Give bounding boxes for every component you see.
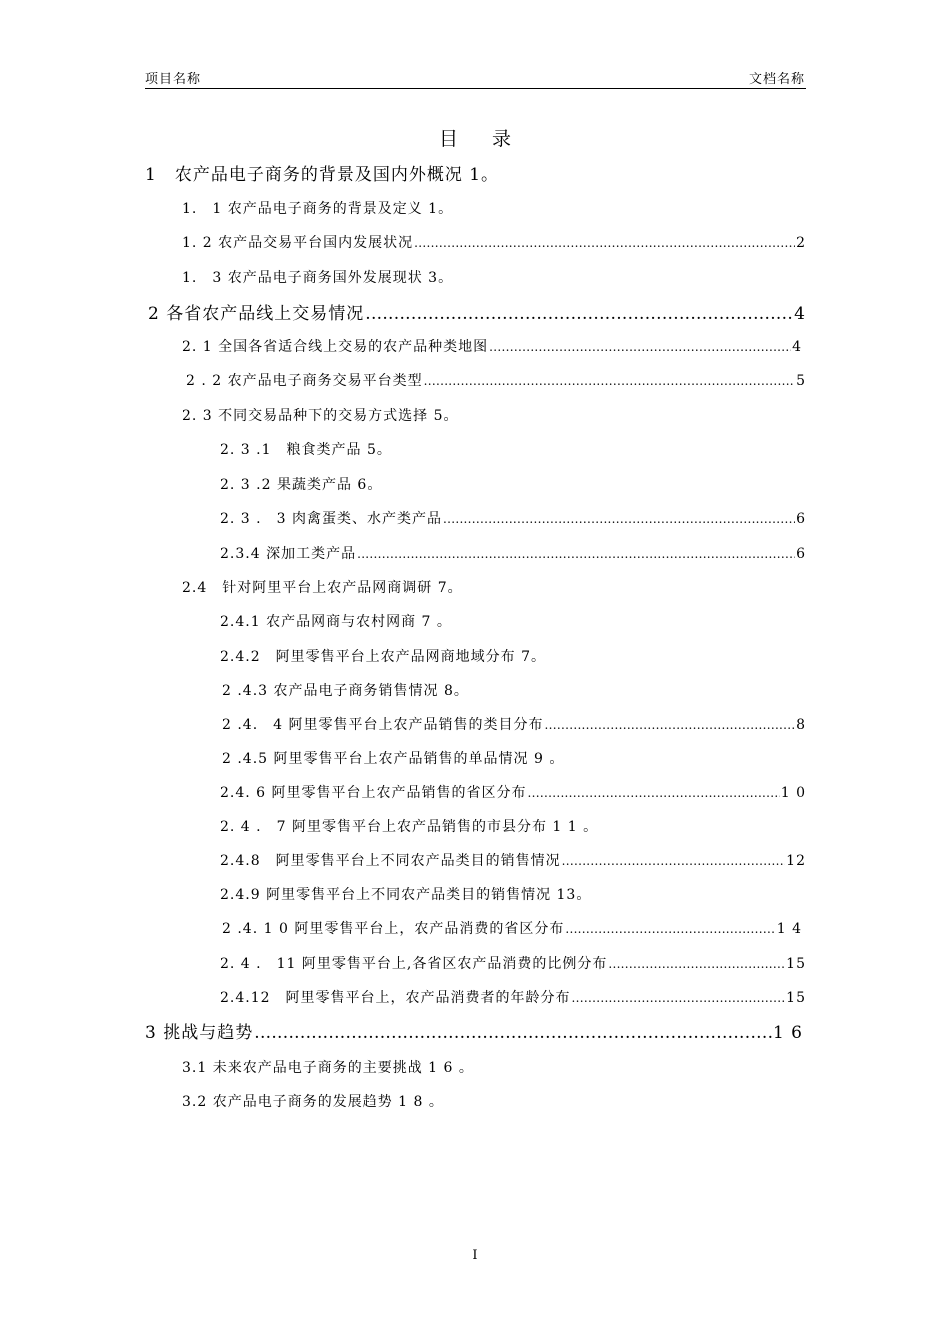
toc-entry[interactable] [182, 336, 802, 356]
toc-entry-label: 2. 3 .2 果蔬类产品 6。 [220, 477, 383, 493]
toc-entry-label: 2. 4 . 11 阿里零售平台上,各省区农产品消费的比例分布 [220, 956, 608, 972]
toc-entry[interactable] [182, 1057, 474, 1077]
toc-leader-dots [572, 990, 786, 1006]
toc-entry-page: 6 [796, 511, 806, 527]
toc-entry-page: 8 [796, 717, 806, 733]
toc-entry-label: 2.4 针对阿里平台上农产品网商调研 7。 [182, 580, 463, 596]
toc-leader-dots [608, 956, 785, 972]
toc-entry-label: 2 .4.5 阿里零售平台上农产品销售的单品情况 9 。 [222, 751, 565, 767]
toc-entry-label: 2 .4.3 农产品电子商务销售情况 8。 [222, 683, 469, 699]
toc-title: 目 录 [438, 128, 526, 150]
toc-entry[interactable] [182, 1091, 444, 1111]
toc-entry[interactable] [220, 474, 382, 494]
toc-entry-label: 2. 4 . 7 阿里零售平台上农产品销售的市县分布 1 1 。 [220, 819, 599, 835]
toc-entry-page: 1 6 [772, 1023, 803, 1043]
toc-entry-page: 4 [792, 339, 802, 355]
toc-entry-label: 2.4. 6 阿里零售平台上农产品销售的省区分布 [220, 785, 527, 801]
toc-leader-dots [424, 373, 795, 389]
toc-leader-dots [489, 339, 791, 355]
toc-entry[interactable] [220, 816, 598, 836]
toc-entry-label: 2.4.12 阿里零售平台上，农产品消费者的年龄分布 [220, 990, 571, 1006]
toc-entry-page: 4 [794, 304, 806, 324]
toc-entry[interactable] [186, 370, 806, 390]
toc-entry-page: 5 [796, 373, 806, 389]
toc-entry-label: 1 农产品电子商务的背景及国内外概况 1。 [145, 165, 500, 185]
toc-entry-page: 1 4 [776, 921, 802, 937]
toc-entry-label: 3.1 未来农产品电子商务的主要挑战 1 6 。 [182, 1060, 474, 1076]
toc-entry-label: 1. 1 农产品电子商务的背景及定义 1。 [182, 201, 454, 217]
toc-entry-label: 2. 1 全国各省适合线上交易的农产品种类地图 [182, 339, 489, 355]
toc-entry[interactable] [222, 918, 802, 938]
toc-entry-label: 2.3.4 深加工类产品 [220, 546, 357, 562]
toc-entry-label: 2.4.2 阿里零售平台上农产品网商地域分布 7。 [220, 649, 546, 665]
toc-entry-page: 12 [786, 853, 806, 869]
toc-entry-label: 1. 2 农产品交易平台国内发展状况 [182, 235, 414, 251]
toc-entry-label: 2 .4. 4 阿里零售平台上农产品销售的类目分布 [222, 717, 544, 733]
toc-entry[interactable] [220, 953, 806, 973]
toc-entry-page: 15 [786, 956, 806, 972]
toc-leader-dots [365, 304, 793, 324]
toc-entry[interactable] [182, 405, 459, 425]
toc-entry-label: 1. 3 农产品电子商务国外发展现状 3。 [182, 270, 454, 286]
toc-leader-dots [357, 546, 795, 562]
toc-entry-page: 6 [796, 546, 806, 562]
toc-leader-dots [565, 921, 775, 937]
header-document-name: 文档名称 [748, 72, 805, 87]
toc-entry-label: 2 .4. 1 0 阿里零售平台上，农产品消费的省区分布 [222, 921, 565, 937]
toc-leader-dots [443, 511, 795, 527]
toc-entry[interactable] [222, 680, 469, 700]
toc-leader-dots [414, 235, 795, 251]
toc-leader-dots [254, 1023, 772, 1043]
toc-entry-label: 2. 3 不同交易品种下的交易方式选择 5。 [182, 408, 459, 424]
toc-entry[interactable] [220, 987, 806, 1007]
toc-entry[interactable] [220, 508, 806, 528]
header-project-name: 项目名称 [145, 72, 202, 87]
toc-entry[interactable] [220, 439, 392, 459]
toc-entry[interactable] [222, 714, 806, 734]
toc-leader-dots [545, 717, 796, 733]
toc-entry-page: 15 [786, 990, 806, 1006]
toc-entry[interactable] [220, 782, 806, 802]
toc-entry-label: 2 各省农产品线上交易情况 [148, 304, 365, 324]
toc-entry[interactable] [182, 198, 453, 218]
toc-entry[interactable] [182, 232, 806, 252]
toc-entry-label: 2 . 2 农产品电子商务交易平台类型 [186, 373, 423, 389]
toc-entry[interactable] [148, 299, 806, 324]
toc-leader-dots [528, 785, 780, 801]
toc-entry[interactable] [220, 884, 591, 904]
toc-entry[interactable] [145, 1018, 803, 1043]
toc-entry[interactable] [220, 543, 806, 563]
footer-page-number: I [472, 1248, 478, 1263]
toc-entry[interactable] [220, 850, 806, 870]
toc-entry[interactable] [182, 267, 453, 287]
toc-entry-label: 2.4.9 阿里零售平台上不同农产品类目的销售情况 13。 [220, 887, 592, 903]
toc-entry[interactable] [182, 577, 463, 597]
toc-entry-page: 1 0 [780, 785, 806, 801]
toc-entry-page: 2 [796, 235, 806, 251]
toc-entry-label: 2.4.1 农产品网商与农村网商 7 。 [220, 614, 452, 630]
toc-entry-label: 3.2 农产品电子商务的发展趋势 1 8 。 [182, 1094, 444, 1110]
toc-entry[interactable] [220, 646, 546, 666]
toc-entry-label: 2. 3 . 3 肉禽蛋类、水产类产品 [220, 511, 442, 527]
toc-entry[interactable] [145, 160, 499, 185]
toc-entry[interactable] [222, 748, 564, 768]
toc-leader-dots [562, 853, 786, 869]
toc-entry-label: 2. 3 .1 粮食类产品 5。 [220, 442, 392, 458]
toc-entry-label: 2.4.8 阿里零售平台上不同农产品类目的销售情况 [220, 853, 561, 869]
toc-entry[interactable] [220, 611, 452, 631]
toc-entry-label: 3 挑战与趋势 [145, 1023, 254, 1043]
